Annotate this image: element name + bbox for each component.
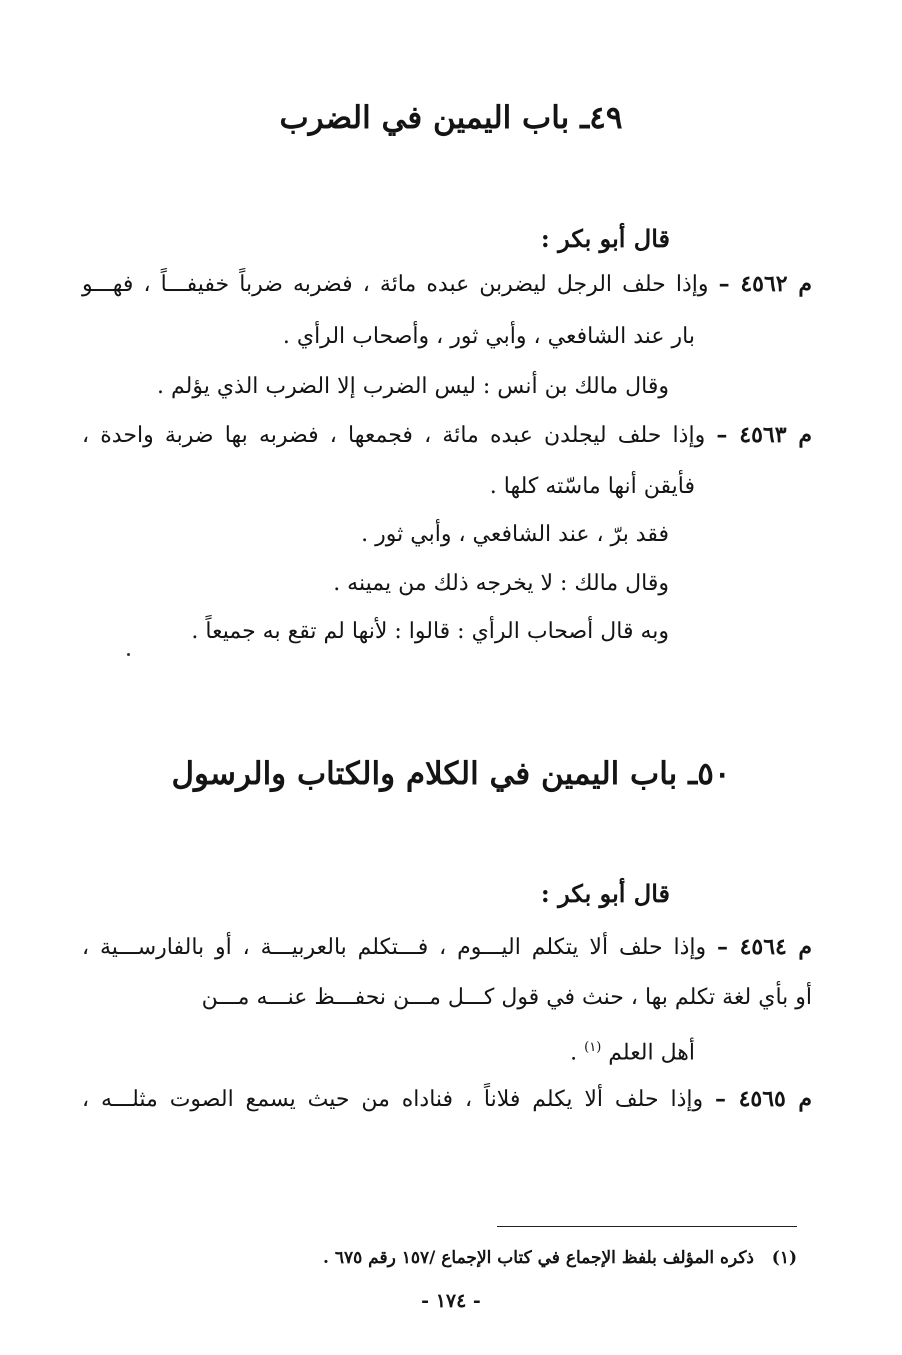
entry-4564-line-1 — [82, 932, 812, 963]
footnote-reference[interactable]: (١) — [584, 1040, 602, 1055]
footnote — [323, 1245, 797, 1271]
entry-4563-line-3: فقد برّ ، عند الشافعي ، وأبي ثور . — [361, 522, 669, 547]
entry-4562-line-3: وقال مالك بن أنس : ليس الضرب إلا الضرب الذي يؤلم . — [157, 374, 669, 399]
entry-4564-text-1: وإذا حلف ألا يتكلم اليـــوم ، فـــتكلم بالعربيـــة ، أو بالفارســـية ، — [82, 935, 707, 960]
entry-4562-text-1: وإذا حلف الرجل ليضربن عبده مائة ، فضربه ضرباً خفيفـــاً ، فهـــو — [82, 272, 709, 297]
entry-4562-line-1 — [82, 269, 812, 300]
stray-dot — [127, 653, 130, 656]
entry-number-4565: م ٤٥٦٥ – — [715, 1086, 813, 1112]
entry-number-4562: م ٤٥٦٢ – — [718, 271, 812, 297]
entry-4562-line-2: بار عند الشافعي ، وأبي ثور ، وأصحاب الرأي . — [282, 324, 695, 349]
intro-abu-bakr-2: قال أبو بكر : — [540, 879, 670, 908]
entry-4564-line-2: أو بأي لغة تكلم بها ، حنث في قول كـــل مـــن نحفـــظ عنـــه مـــن — [201, 985, 812, 1010]
entry-4563-line-2: فأيقن أنها ماسّته كلها . — [489, 474, 695, 499]
entry-4565-text-1: وإذا حلف ألا يكلم فلاناً ، فناداه من حيث يسمع الصوت مثلـــه ، — [82, 1087, 704, 1112]
entry-4565-line-1 — [82, 1084, 812, 1115]
footnote-divider — [497, 1226, 797, 1227]
entry-4563-text-1: وإذا حلف ليجلدن عبده مائة ، فجمعها ، فضربه بها ضربة واحدة ، — [82, 423, 706, 448]
entry-number-4564: م ٤٥٦٤ – — [717, 934, 812, 960]
entry-4563-line-1 — [82, 420, 812, 451]
section-heading-50: ٥٠ـ باب اليمين في الكلام والكتاب والرسول — [171, 756, 731, 792]
section-heading-49: ٤٩ـ باب اليمين في الضرب — [279, 100, 623, 136]
entry-4564-text-3: أهل العلم — [608, 1040, 695, 1066]
footnote-text: ذكره المؤلف بلفظ الإجماع في كتاب الإجماع /١٥٧ رقم ٦٧٥ . — [323, 1248, 754, 1268]
entry-number-4563: م ٤٥٦٣ – — [716, 422, 812, 448]
entry-4564-line-3 — [570, 1033, 695, 1068]
entry-4564-text-3-end: . — [570, 1040, 578, 1066]
page-number: - ١٧٤ - — [421, 1290, 481, 1312]
entry-4563-line-5: وبه قال أصحاب الرأي : قالوا : لأنها لم تقع به جميعاً . — [191, 619, 669, 644]
footnote-marker: (١) — [771, 1248, 797, 1268]
intro-abu-bakr-1: قال أبو بكر : — [540, 224, 670, 253]
entry-4563-line-4: وقال مالك : لا يخرجه ذلك من يمينه . — [333, 571, 669, 596]
